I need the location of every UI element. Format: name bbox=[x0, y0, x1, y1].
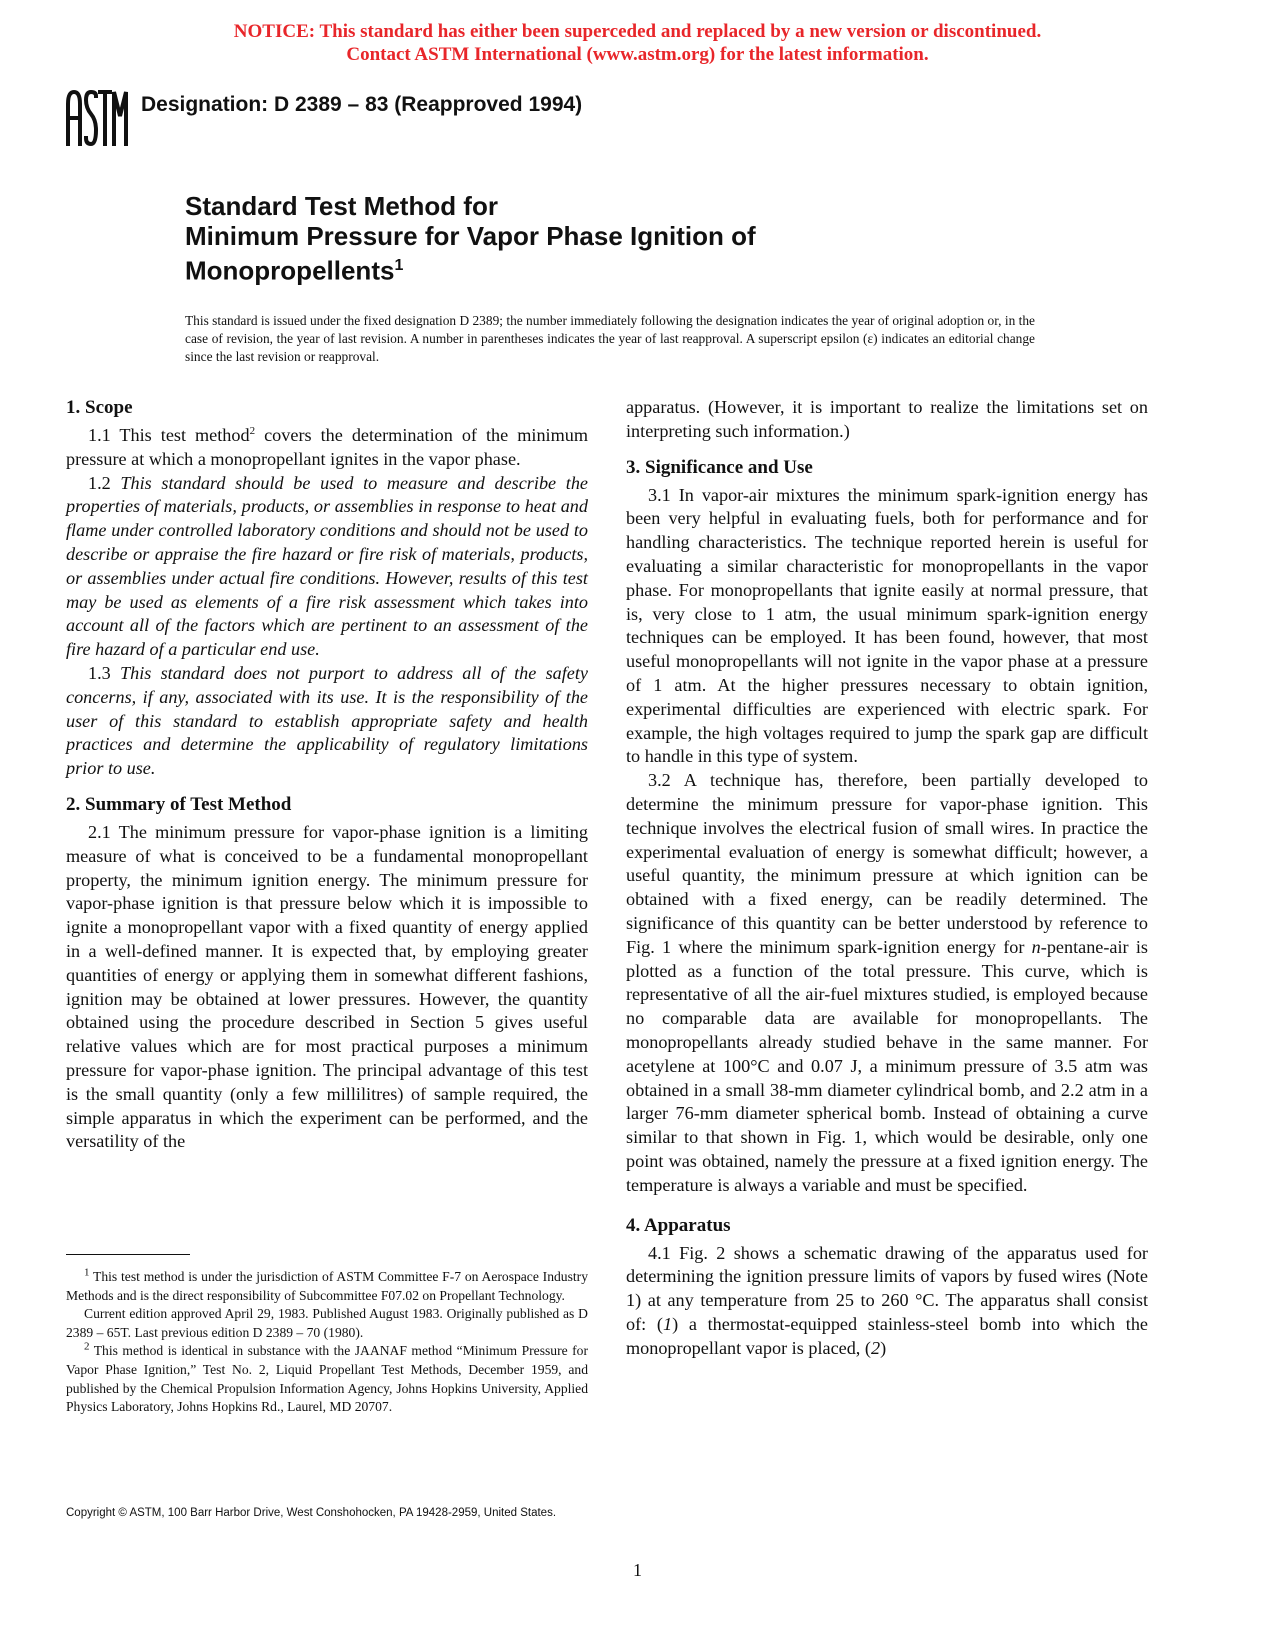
title-line-3 bbox=[185, 251, 756, 286]
paragraph-3-1: 3.1 In vapor-air mixtures the minimum spark-ignition energy has been very helpful in evaluating fuels, both for performance and for handling characteristics. The technique reported herein is useful for evaluating a similar characteristic for monopropellants in the vapor phase. For monopropellants that ignite easily at normal pressure, that is, very close to 1 atm, the usual minimum spark-ignition energy techniques can be employed. It has been found, however, that most useful monopropellants will not ignite in the vapor phase at a pressure of 1 atm. At the higher pressures necessary to obtain ignition, experimental difficulties are experienced with electric spark. For example, the high voltages required to jump the spark gap are difficult to handle in this type of system. bbox=[626, 484, 1148, 767]
section-heading-scope: 1. Scope bbox=[66, 397, 133, 418]
title-line-2: Minimum Pressure for Vapor Phase Ignition of bbox=[185, 221, 756, 251]
footnote-2 bbox=[66, 1342, 588, 1416]
paragraph-1-1 bbox=[66, 424, 588, 472]
footnote-2-text: This method is identical in substance with the JAANAF method “Minimum Pressure for Vapor Phase Ignition,” Test No. 2, Liquid Propellant Test Methods, December 1959, and published by the Chemical Propulsion Information Agency, Johns Hopkins University, Applied Physics Laboratory, Johns Hopkins Rd., Laurel, MD 20707. bbox=[66, 1343, 588, 1415]
title-line-3-text: Monopropellents bbox=[185, 255, 395, 286]
paragraph-1-1-text: 1.1 This test method bbox=[88, 425, 250, 445]
paragraph-3-2-text: 3.2 A technique has, therefore, been partially developed to determine the minimum pressure for vapor-phase ignition. This technique involves the electrical fusion of small wires. In practice the experimental evaluation of energy is somewhat difficult; however, a useful quantity, the minimum pressure at which ignition can be obtained with a fixed energy, can be readily determined. The significance of this quantity can be better understood by reference to Fig. 1 where the minimum spark-ignition energy for bbox=[626, 770, 1148, 957]
paragraph-1-2-text: This standard should be used to measure and describe the properties of materials, products, or assemblies in response to heat and flame under controlled laboratory conditions and should not be used to describe or appraise the fire hazard or fire risk of materials, products, or assemblies under actual fire conditions. However, results of this test may be used as elements of a fire risk assessment which takes into account all of the factors which are pertinent to an assessment of the fire hazard of a particular end use. bbox=[66, 472, 588, 660]
paragraph-2-1-continued: apparatus. (However, it is important to realize the limitations set on interpreting such information.) bbox=[626, 397, 1148, 441]
notice-line-2: Contact ASTM International (www.astm.org) for the latest information. bbox=[346, 44, 929, 65]
paragraph-2-1: 2.1 The minimum pressure for vapor-phase ignition is a limiting measure of what is conceived to be a fundamental monopropellant property, the minimum ignition energy. The minimum pressure for vapor-phase ignition is that pressure below which it is impossible to ignite a monopropellant vapor with a fixed quantity of energy applied in a well-defined manner. It is expected that, by employing greater quantities of energy or applying them in somewhat different fashions, ignition may be obtained at lower pressures. However, the quantity obtained using the procedure described in Section 5 gives useful relative values which are for most practical purposes a minimum pressure for vapor-phase ignition. The principal advantage of this test is the small quantity (only a few millilitres) of sample required, the simple apparatus in which the experiment can be performed, and the versatility of the bbox=[66, 821, 588, 1152]
paragraph-4-1 bbox=[626, 1242, 1148, 1361]
paragraph-4-1-item-2: 2 bbox=[870, 1337, 881, 1358]
left-column bbox=[66, 396, 588, 1154]
paragraph-1-3-number: 1.3 bbox=[88, 662, 120, 683]
footnote-divider bbox=[66, 1254, 190, 1255]
document-title bbox=[185, 191, 756, 286]
paragraph-4-1-text: 4.1 Fig. 2 shows a schematic drawing of the apparatus used for determining the ignition pressure limits of vapors by fused wires (Note 1) at any temperature from 25 to 260 °C. The apparatus shall consist of: ( bbox=[626, 1242, 1148, 1334]
footnotes bbox=[66, 1268, 588, 1417]
paragraph-4-1-item-1: 1 bbox=[662, 1313, 673, 1334]
title-footnote-mark: 1 bbox=[394, 257, 404, 274]
copyright-line: Copyright © ASTM, 100 Barr Harbor Drive, West Conshohocken, PA 19428-2959, United States. bbox=[66, 1507, 557, 1519]
footnote-1-edition: Current edition approved April 29, 1983. Published August 1983. Originally published as D 2389 – 65T. Last previous edition D 2389 – 70 (1980). bbox=[66, 1306, 588, 1340]
section-heading-summary: 2. Summary of Test Method bbox=[66, 793, 292, 815]
paragraph-3-2-text-cont: -pentane-air is plotted as a function of the total pressure. This curve, which is representative of all the air-fuel mixtures studied, is employed because no comparable data are available for monopropellants. The monopropellants already studied behave in the same manner. For acetylene at 100°C and 0.07 J, a minimum pressure of 3.5 atm was obtained in a small 38-mm diameter cylindrical bomb, and 2.2 atm in a larger 76-mm diameter spherical bomb. Instead of obtaining a curve similar to that shown in Fig. 1, which would be desirable, only one point was obtained, namely the pressure at a fixed ignition energy. The temperature is always a variable and must be specified. bbox=[626, 936, 1148, 1195]
footnote-1 bbox=[66, 1268, 588, 1305]
page-number: 1 bbox=[633, 1560, 642, 1580]
paragraph-4-1-text-cont: ) a thermostat-equipped stainless-steel bomb into which the monopropellant vapor is placed, ( bbox=[626, 1313, 1149, 1358]
paragraph-1-1-text-cont: covers the determination of the minimum pressure at which a monopropellant ignites in the vapor phase. bbox=[66, 425, 588, 469]
title-line-1: Standard Test Method for bbox=[185, 191, 498, 221]
issued-statement: This standard is issued under the fixed designation D 2389; the number immediately following the designation indicates the year of original adoption or, in the case of revision, the year of last revision. A number in parentheses indicates the year of last reapproval. A superscript epsilon (ε) indicates an editorial change since the last revision or reapproval. bbox=[185, 313, 1035, 364]
notice-line-1: NOTICE: This standard has either been superceded and replaced by a new version or discontinued. bbox=[233, 21, 1042, 42]
paragraph-1-2 bbox=[66, 472, 588, 662]
footnote-mark-2: 2 bbox=[249, 424, 256, 437]
footnote-1-mark: 1 bbox=[84, 1266, 90, 1279]
footnote-2-mark: 2 bbox=[84, 1340, 90, 1353]
paragraph-3-2-italic: n bbox=[1031, 936, 1041, 957]
paragraph-1-2-number: 1.2 bbox=[88, 472, 121, 493]
paragraph-1-3-text: This standard does not purport to address all of the safety concerns, if any, associated with its use. It is the responsibility of the user of this standard to establish appropriate safety and health practices and determine the applicability of regulatory limitations prior to use. bbox=[66, 662, 588, 779]
right-column bbox=[626, 396, 1148, 1360]
discontinued-notice bbox=[0, 20, 1275, 66]
paragraph-4-1-text-end: ) bbox=[880, 1337, 887, 1358]
astm-logo bbox=[66, 88, 130, 146]
section-heading-apparatus: 4. Apparatus bbox=[626, 1214, 731, 1236]
paragraph-3-2 bbox=[626, 769, 1148, 1197]
footnote-1-text: This test method is under the jurisdiction of ASTM Committee F-7 on Aerospace Industry Methods and is the direct responsibility of Subcommittee F07.02 on Propellant Technology. bbox=[66, 1269, 588, 1303]
designation: Designation: D 2389 – 83 (Reapproved 1994) bbox=[141, 93, 583, 116]
paragraph-1-3 bbox=[66, 662, 588, 781]
section-heading-significance: 3. Significance and Use bbox=[626, 456, 813, 478]
